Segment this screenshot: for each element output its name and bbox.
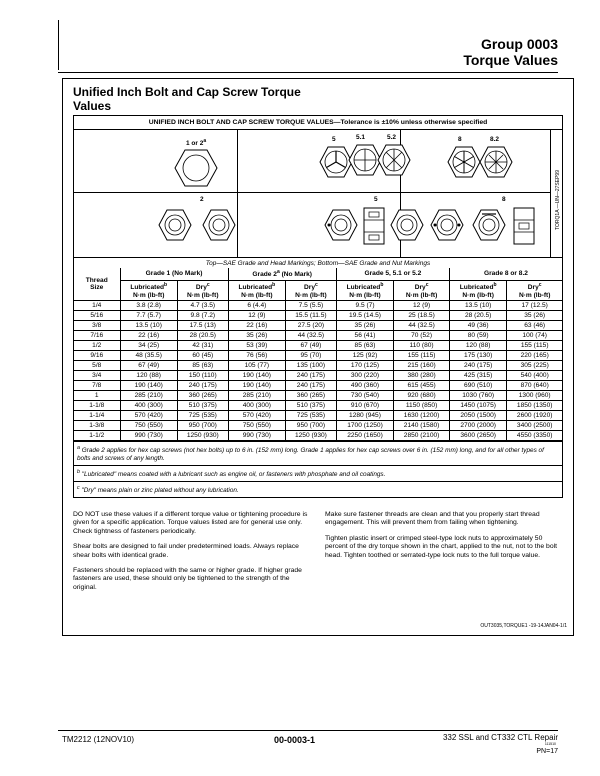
table-row: [74, 300, 562, 310]
thread-size-cell: 1/4: [74, 300, 120, 310]
torque-cell: 1030 (760): [449, 390, 506, 400]
nut-grade8-icon: [430, 208, 464, 242]
torque-cell: 7.5 (5.5): [286, 300, 337, 310]
notes-right-column: [325, 511, 563, 567]
torque-cell: 110 (80): [394, 340, 450, 350]
torque-cell: 990 (730): [120, 430, 177, 440]
torque-cell: 17 (12.5): [507, 300, 562, 310]
torque-cell: 4550 (3350): [507, 430, 562, 440]
torque-cell: 67 (49): [286, 340, 337, 350]
torque-cell: 120 (88): [449, 340, 506, 350]
footer-pn: PN=17: [536, 748, 558, 755]
torque-cell: 190 (140): [228, 380, 285, 390]
torque-cell: 1280 (945): [336, 410, 393, 420]
footer-manual-title: 332 SSL and CT332 CTL Repair: [442, 733, 558, 742]
thread-size-cell: 7/8: [74, 380, 120, 390]
torque-cell: 240 (175): [286, 370, 337, 380]
nut-grade2-alt-icon: [202, 208, 236, 242]
note-paragraph: Make sure fastener threads are clean and that you properly start thread engagement. This will prevent them from failing when tightening.: [325, 511, 540, 527]
group-subtitle: Torque Values: [463, 52, 558, 68]
col-dry: Dry$^c$ N·m (lb-ft): [394, 280, 450, 300]
torque-cell: 85 (63): [336, 340, 393, 350]
footnote-b: $^b$ "Lubricated" means coated with a lubricant such as engine oil, or fasteners with phosphate and oil coatings.: [77, 468, 386, 478]
torque-cell: 360 (265): [286, 390, 337, 400]
mark-label-grade5: 5: [332, 136, 336, 143]
torque-cell: 53 (39): [228, 340, 285, 350]
torque-cell: 150 (110): [177, 370, 228, 380]
torque-cell: 19.5 (14.5): [336, 310, 393, 320]
grade-markings: [74, 130, 562, 258]
torque-cell: 240 (175): [286, 380, 337, 390]
torque-cell: 690 (510): [449, 380, 506, 390]
torque-cell: 67 (49): [120, 360, 177, 370]
torque-cell: 490 (360): [336, 380, 393, 390]
torque-cell: 3.8 (2.8): [120, 300, 177, 310]
torque-cell: 1630 (1200): [394, 410, 450, 420]
torque-cell: 1700 (1250): [336, 420, 393, 430]
torque-cell: 1150 (850): [394, 400, 450, 410]
torque-cell: 240 (175): [449, 360, 506, 370]
note-paragraph: Shear bolts are designed to fail under predetermined loads. Always replace shear bolts with identical grade.: [73, 543, 299, 559]
thread-size-cell: 1: [74, 390, 120, 400]
mark-label-grade5-1: 5.1: [356, 134, 366, 141]
torque-cell: 28 (20.5): [177, 330, 228, 340]
footer-rule: [58, 730, 558, 731]
torque-cell: 240 (175): [177, 380, 228, 390]
torque-cell: 12 (9): [228, 310, 285, 320]
col-grade5: Grade 5, 5.1 or 5.2: [336, 268, 449, 280]
nut-grade8-alt-icon: [472, 208, 506, 242]
torque-cell: 17.5 (13): [177, 320, 228, 330]
torque-cell: 9.5 (7): [336, 300, 393, 310]
torque-cell: 510 (375): [177, 400, 228, 410]
torque-cell: 540 (400): [507, 370, 562, 380]
section-title-line1: Unified Inch Bolt and Cap Screw Torque: [73, 85, 301, 99]
torque-cell: 34 (25): [120, 340, 177, 350]
torque-cell: 510 (375): [286, 400, 337, 410]
torque-cell: 1450 (1075): [449, 400, 506, 410]
torque-cell: 570 (420): [120, 410, 177, 420]
thread-size-cell: 1/2: [74, 340, 120, 350]
torque-cell: 1250 (930): [177, 430, 228, 440]
torque-cell: 190 (140): [120, 380, 177, 390]
torque-cell: 42 (31): [177, 340, 228, 350]
torque-cell: 100 (74): [507, 330, 562, 340]
torque-cell: 170 (125): [336, 360, 393, 370]
table-body: [74, 300, 562, 440]
torque-cell: 15.5 (11.5): [286, 310, 337, 320]
note-paragraph: Tighten plastic insert or crimped steel-type lock nuts to approximately 50 percent of the dry torque shown in the chart, applied to the nut, not to the bolt head. Tighten toothed or serrated-type lock nuts to the full torque value.: [325, 534, 558, 559]
torque-cell: 570 (420): [228, 410, 285, 420]
grade8-head-icon: [447, 146, 481, 178]
thread-size-cell: 3/4: [74, 370, 120, 380]
torque-cell: 9.8 (7.2): [177, 310, 228, 320]
col-dry: Dry$^c$ N·m (lb-ft): [286, 280, 337, 300]
marks-divider-3: [550, 130, 551, 257]
torque-cell: 615 (455): [394, 380, 450, 390]
torque-cell: 120 (88): [120, 370, 177, 380]
col-lubricated: Lubricated$^b$ N·m (lb-ft): [120, 280, 177, 300]
torque-cell: 2250 (1650): [336, 430, 393, 440]
torque-cell: 380 (280): [394, 370, 450, 380]
torque-cell: 1250 (930): [286, 430, 337, 440]
table-row: [74, 350, 562, 360]
torque-cell: 215 (160): [394, 360, 450, 370]
mark-label-grade1: 1 or 2$^a$: [186, 138, 207, 148]
torque-cell: 25 (18.5): [394, 310, 450, 320]
thread-size-cell: 5/8: [74, 360, 120, 370]
nut-grade8-side-icon: [512, 206, 536, 246]
hex-head-icon: [174, 148, 218, 188]
torque-cell: 6 (4.4): [228, 300, 285, 310]
document-code: OUT3035,TORQUE1 -19-14JAN04-1/1: [480, 623, 567, 629]
thread-size-cell: 1-3/8: [74, 420, 120, 430]
nut-grade5-alt-icon: [390, 208, 424, 242]
notes-left-column: [73, 511, 311, 599]
footer-page-number: 00-0003-1: [274, 735, 316, 745]
group-number: Group 0003: [480, 36, 558, 52]
chart-heading: UNIFIED INCH BOLT AND CAP SCREW TORQUE VALUES—Tolerance is ±10% unless otherwise specified: [74, 116, 562, 130]
table-row: [74, 420, 562, 430]
col-lubricated: Lubricated$^b$ N·m (lb-ft): [228, 280, 285, 300]
torque-cell: 56 (41): [336, 330, 393, 340]
col-dry: Dry$^c$ N·m (lb-ft): [507, 280, 562, 300]
table-row: [74, 330, 562, 340]
torque-cell: 95 (70): [286, 350, 337, 360]
mark-label-grade8-2: 8.2: [490, 136, 500, 143]
footnote-b-box: [74, 465, 562, 481]
footnotes: [74, 441, 562, 465]
torque-cell: 105 (77): [228, 360, 285, 370]
col-grade8: Grade 8 or 8.2: [449, 268, 562, 280]
nut-label-grade8: 8: [502, 196, 506, 203]
nut-grade2-icon: [158, 208, 192, 242]
torque-cell: 7.7 (5.7): [120, 310, 177, 320]
table-row: [74, 430, 562, 440]
table-row: [74, 370, 562, 380]
footnote-c: $^c$ "Dry" means plain or zinc plated without any lubrication.: [77, 484, 239, 495]
markings-caption: Top—SAE Grade and Head Markings; Bottom—SAE Grade and Nut Markings: [205, 260, 431, 267]
torque-cell: 285 (210): [228, 390, 285, 400]
col-dry: Dry$^c$ N·m (lb-ft): [177, 280, 228, 300]
torque-cell: 70 (52): [394, 330, 450, 340]
torque-cell: 35 (26): [336, 320, 393, 330]
torque-cell: 950 (700): [286, 420, 337, 430]
torque-cell: 22 (16): [228, 320, 285, 330]
note-paragraph: DO NOT use these values if a different torque value or tightening procedure is given for a specific application. Torque values listed are for general use only. Check tightness of fasteners periodically.: [73, 511, 308, 535]
table-row: [74, 410, 562, 420]
torque-cell: 950 (700): [177, 420, 228, 430]
torque-cell: 49 (36): [449, 320, 506, 330]
section-title: [73, 85, 301, 113]
table-row: [74, 390, 562, 400]
torque-cell: 400 (300): [228, 400, 285, 410]
torque-cell: 750 (550): [228, 420, 285, 430]
torque-cell: 305 (225): [507, 360, 562, 370]
torque-cell: 3400 (2500): [507, 420, 562, 430]
thread-size-cell: 5/16: [74, 310, 120, 320]
marks-hdivider: [74, 192, 550, 193]
torque-cell: 2850 (2100): [394, 430, 450, 440]
torque-cell: 285 (210): [120, 390, 177, 400]
grade5-2-head-icon: [377, 144, 411, 176]
footnote-a: $^a$ Grade 2 applies for hex cap screws (not hex bolts) up to 6 in. (152 mm) long. Grade 1 applies for hex cap screws over 6 in. (152 mm) long, and for all other types of bolts and screws of any length.: [77, 444, 544, 462]
nut-label-grade2: 2: [200, 196, 204, 203]
torque-cell: 28 (20.5): [449, 310, 506, 320]
col-grade1: Grade 1 (No Mark): [120, 268, 228, 280]
torque-cell: 135 (100): [286, 360, 337, 370]
section-title-line2: Values: [73, 99, 112, 113]
torque-cell: 300 (220): [336, 370, 393, 380]
grade8-2-head-icon: [479, 146, 513, 178]
torque-cell: 27.5 (20): [286, 320, 337, 330]
nut-label-grade5: 5: [374, 196, 378, 203]
col-lubricated: Lubricated$^b$ N·m (lb-ft): [336, 280, 393, 300]
torque-cell: 44 (32.5): [286, 330, 337, 340]
torque-cell: 12 (9): [394, 300, 450, 310]
thread-size-cell: 1-1/2: [74, 430, 120, 440]
torque-cell: 870 (640): [507, 380, 562, 390]
thread-size-cell: 7/16: [74, 330, 120, 340]
torque-cell: 4.7 (3.5): [177, 300, 228, 310]
footer-manual-id: TM2212 (12NOV10): [62, 735, 135, 744]
torque-cell: 750 (550): [120, 420, 177, 430]
torque-cell: 425 (315): [449, 370, 506, 380]
thread-size-cell: 1-1/4: [74, 410, 120, 420]
torque-cell: 910 (670): [336, 400, 393, 410]
torque-cell: 2140 (1580): [394, 420, 450, 430]
torque-cell: 155 (115): [394, 350, 450, 360]
torque-cell: 2050 (1500): [449, 410, 506, 420]
torque-cell: 920 (680): [394, 390, 450, 400]
torque-chart: [73, 115, 563, 498]
table-row: [74, 320, 562, 330]
torque-cell: 85 (63): [177, 360, 228, 370]
nut-grade5-icon: [324, 208, 358, 242]
group-header: [463, 36, 558, 68]
torque-cell: 155 (115): [507, 340, 562, 350]
thread-size-cell: 1-1/8: [74, 400, 120, 410]
torque-cell: 63 (46): [507, 320, 562, 330]
torque-cell: 190 (140): [228, 370, 285, 380]
footer-date-code: 111510: [544, 742, 556, 746]
torque-cell: 400 (300): [120, 400, 177, 410]
torque-section: [62, 78, 574, 636]
torque-cell: 13.5 (10): [449, 300, 506, 310]
header-rule: [58, 20, 59, 70]
torque-cell: 44 (32.5): [394, 320, 450, 330]
torque-cell: 360 (265): [177, 390, 228, 400]
torque-cell: 2700 (2000): [449, 420, 506, 430]
torque-cell: 35 (26): [507, 310, 562, 320]
torque-cell: 3600 (2650): [449, 430, 506, 440]
footnote-c-box: [74, 481, 562, 497]
torque-cell: 35 (26): [228, 330, 285, 340]
marks-divider-1: [237, 130, 238, 257]
torque-cell: 1850 (1350): [507, 400, 562, 410]
torque-cell: 125 (92): [336, 350, 393, 360]
table-row: [74, 360, 562, 370]
torque-cell: 1300 (960): [507, 390, 562, 400]
thread-size-cell: 9/16: [74, 350, 120, 360]
figure-code: TORQ1A —UN—27SEP99: [555, 170, 561, 230]
torque-cell: 13.5 (10): [120, 320, 177, 330]
torque-cell: 2600 (1920): [507, 410, 562, 420]
header-underline: [58, 72, 558, 73]
torque-cell: 80 (59): [449, 330, 506, 340]
mark-label-grade5-2: 5.2: [387, 134, 397, 141]
table-row: [74, 340, 562, 350]
table-row: [74, 400, 562, 410]
torque-cell: 220 (165): [507, 350, 562, 360]
table-subheader: [74, 280, 562, 300]
col-lubricated: Lubricated$^b$ N·m (lb-ft): [449, 280, 506, 300]
table-row: [74, 310, 562, 320]
table-row: [74, 380, 562, 390]
torque-cell: 990 (730): [228, 430, 285, 440]
thread-size-cell: 3/8: [74, 320, 120, 330]
torque-cell: 175 (130): [449, 350, 506, 360]
note-paragraph: Fasteners should be replaced with the same or higher grade. If higher grade fasteners are used, these should only be tightened to the strength of the original.: [73, 567, 302, 591]
torque-cell: 76 (56): [228, 350, 285, 360]
col-thread-size: Thread Size: [74, 268, 120, 300]
torque-cell: 48 (35.5): [120, 350, 177, 360]
torque-cell: 725 (535): [286, 410, 337, 420]
torque-table: [74, 268, 562, 441]
torque-cell: 725 (535): [177, 410, 228, 420]
nut-grade5-side-icon: [362, 206, 386, 246]
torque-cell: 60 (45): [177, 350, 228, 360]
col-grade2: Grade 2$^a$ (No Mark): [228, 268, 336, 280]
torque-cell: 730 (540): [336, 390, 393, 400]
mark-label-grade8: 8: [458, 136, 462, 143]
torque-cell: 22 (16): [120, 330, 177, 340]
